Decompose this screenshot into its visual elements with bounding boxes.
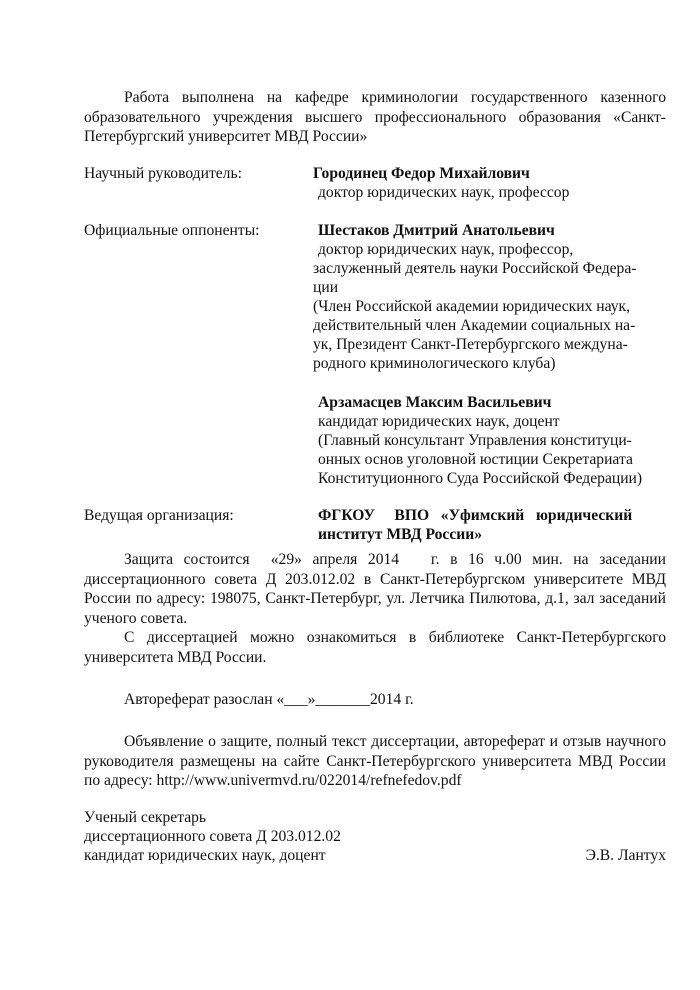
secretary-name: Э.В. Лантух <box>585 847 666 864</box>
secretary-title: Ученый секретарь <box>84 809 207 826</box>
opponent-1-note-4: родного криминологического клуба) <box>313 355 556 372</box>
opponent-2-degree: кандидат юридических наук, доцент <box>318 413 560 430</box>
lead-org-name-1: ФГКОУ ВПО «Уфимский юридический <box>318 507 633 524</box>
announcement-paragraph: Объявление о защите, полный текст диссертации, автореферат и отзыв научного руководителя размещены на сайте Санкт-Петербургского университета МВД России по адресу: http://www.univermvd.ru/022014/refnefedov.pdf <box>84 733 666 789</box>
opponent-1-name: Шестаков Дмитрий Анатольевич <box>318 222 555 239</box>
supervisor-name: Городинец Федор Михайлович <box>313 165 530 182</box>
supervisor-degree: доктор юридических наук, профессор <box>318 184 570 201</box>
opponent-1-title: заслуженный деятель науки Российской Федера- <box>313 260 637 277</box>
secretary-degree: кандидат юридических наук, доцент <box>84 847 326 864</box>
lead-org-name-2: институт МВД России» <box>318 526 483 543</box>
opponent-1-note-1: (Член Российской академии юридических наук, <box>313 298 631 315</box>
opponent-1-note-2: действительный член Академии социальных на- <box>313 317 636 334</box>
secretary-signature-row <box>84 846 666 865</box>
secretary-council: диссертационного совета Д 203.012.02 <box>84 828 341 845</box>
intro-paragraph: Работа выполнена на кафедре криминологии государственного казенного образовательного учреждения высшего профессионального образования «Санкт-Петербургский университет МВД России» <box>84 89 666 145</box>
library-paragraph: С диссертацией можно ознакомиться в библиотеке Санкт-Петербургского университета МВД России. <box>84 629 666 666</box>
lead-org-label: Ведущая организация: <box>84 507 234 524</box>
sent-line: Автореферат разослан «___»_______2014 г. <box>124 691 414 708</box>
defense-paragraph: Защита состоится «29» апреля 2014 г. в 16 ч.00 мин. на заседании диссертационного совета Д 203.012.02 в Санкт-Петербургском университете МВД России по адресу: 198075, Санкт-Петербург, ул. Летчика Пилютова, д.1, зал заседаний ученого совета. <box>84 551 670 627</box>
supervisor-label: Научный руководитель: <box>84 165 242 182</box>
opponent-1-degree: доктор юридических наук, профессор, <box>318 241 574 258</box>
opponent-2-note-3: Конституционного Суда Российской Федерации) <box>318 470 643 487</box>
opponent-2-note-2: онных основ уголовной юстиции Секретариата <box>318 451 633 468</box>
opponents-label: Официальные оппоненты: <box>84 222 260 239</box>
opponent-1-title-cont: ции <box>313 279 339 296</box>
opponent-2-note-1: (Главный консультант Управления конституци- <box>318 432 632 449</box>
opponent-2-name: Арзамасцев Максим Васильевич <box>318 394 552 411</box>
opponent-1-note-3: ук, Президент Санкт-Петербургского междуна- <box>313 336 628 353</box>
